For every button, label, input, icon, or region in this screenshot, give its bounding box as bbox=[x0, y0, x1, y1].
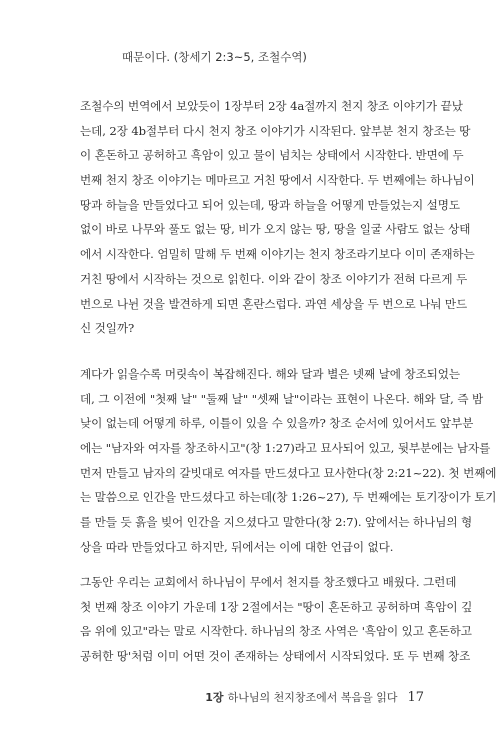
text-line: 거친 땅에서 시작하는 것으로 읽힌다. 이와 같이 창조 이야기가 전혀 다르게 두 bbox=[80, 271, 468, 286]
text-line: 첫 번째 창조 이야기 가운데 1장 2절에서는 "땅이 혼돈하고 공허하며 흑암이 깊 bbox=[80, 599, 473, 614]
scripture-citation-line: 때문이다. (창세기 2:3~5, 조철수역) bbox=[122, 50, 307, 64]
text-line: 데, 그 이전에 "첫째 날" "둘째 날" "셋째 날"이라는 표현이 나온다. 해와 달, 즉 밤 bbox=[80, 391, 484, 406]
chapter-title: 하나님의 천지창조에서 복음을 읽다 bbox=[227, 691, 398, 704]
running-footer bbox=[205, 689, 424, 705]
text-line: 를 만들 듯 흙을 빚어 인간을 지으셨다고 말한다(창 2:7). 앞에서는 하나님의 형 bbox=[80, 515, 473, 530]
paragraph-3 bbox=[80, 570, 473, 669]
text-line: 공허한 땅'처럼 이미 어떤 것이 존재하는 상태에서 시작되었다. 또 두 번째 창조 bbox=[80, 649, 471, 664]
text-line: 계다가 읽을수록 머릿속이 복잡해진다. 해와 달과 별은 넷째 날에 창조되었는 bbox=[80, 367, 460, 381]
text-line: 음 위에 있고"라는 말로 시작한다. 하나님의 창조 사역은 '흑암이 있고 혼돈하고 bbox=[80, 624, 472, 639]
paragraph-2 bbox=[80, 362, 497, 560]
text-line: 번으로 나뉜 것을 발견하게 되면 혼란스럽다. 과연 세상을 두 번으로 나눠 만드 bbox=[80, 296, 468, 311]
text-line: 상을 따라 만들었다고 하지만, 뒤에서는 이에 대한 언급이 없다. bbox=[80, 539, 394, 554]
text-line: 는 말씀으로 인간을 만드셨다고 하는데(창 1:26~27), 두 번째에는 토기장이가 토기 bbox=[80, 490, 497, 505]
chapter-label: 1장 bbox=[205, 691, 224, 704]
text-line: 없이 바로 나무와 풀도 없는 땅, 비가 오지 않는 땅, 땅을 일굴 사람도 없는 상태 bbox=[80, 222, 471, 237]
text-line: 조철수의 번역에서 보았듯이 1장부터 2장 4a절까지 천지 창조 이야기가 끝났 bbox=[80, 99, 463, 113]
text-line: 는데, 2장 4b절부터 다시 천지 창조 이야기가 시작된다. 앞부분 천지 창조는 땅 bbox=[80, 123, 471, 138]
page-number: 17 bbox=[407, 690, 424, 705]
text-line: 번째 천지 창조 이야기는 메마르고 거친 땅에서 시작한다. 두 번째에는 하나님이 bbox=[80, 173, 475, 188]
text-line: 먼저 만들고 남자의 갈빗대로 여자를 만드셨다고 묘사한다(창 2:21~22). 첫 번째에 bbox=[80, 465, 497, 480]
text-line: 땅과 하늘을 만들었다고 되어 있는데, 땅과 하늘을 어떻게 만들었는지 설명도 bbox=[80, 197, 460, 212]
text-line: 이 혼돈하고 공허하고 흑암이 있고 물이 넘치는 상태에서 시작한다. 반면에 두 bbox=[80, 148, 464, 163]
text-line: 신 것일까? bbox=[80, 321, 135, 336]
text-line: 그동안 우리는 교회에서 하나님이 무에서 천지를 창조했다고 배웠다. 그런데 bbox=[80, 575, 457, 589]
text-line: 에는 "남자와 여자를 창조하시고"(창 1:27)라고 묘사되어 있고, 뒷부분에는 남자를 bbox=[80, 441, 491, 456]
paragraph-1 bbox=[80, 94, 475, 341]
text-line: 낮이 없는데 어떻게 하루, 이틀이 있을 수 있을까? 창조 순서에 있어서도 앞부분 bbox=[80, 416, 474, 431]
text-line: 에서 시작한다. 엄밀히 말해 두 번째 이야기는 천지 창조라기보다 이미 존재하는 bbox=[80, 247, 475, 262]
